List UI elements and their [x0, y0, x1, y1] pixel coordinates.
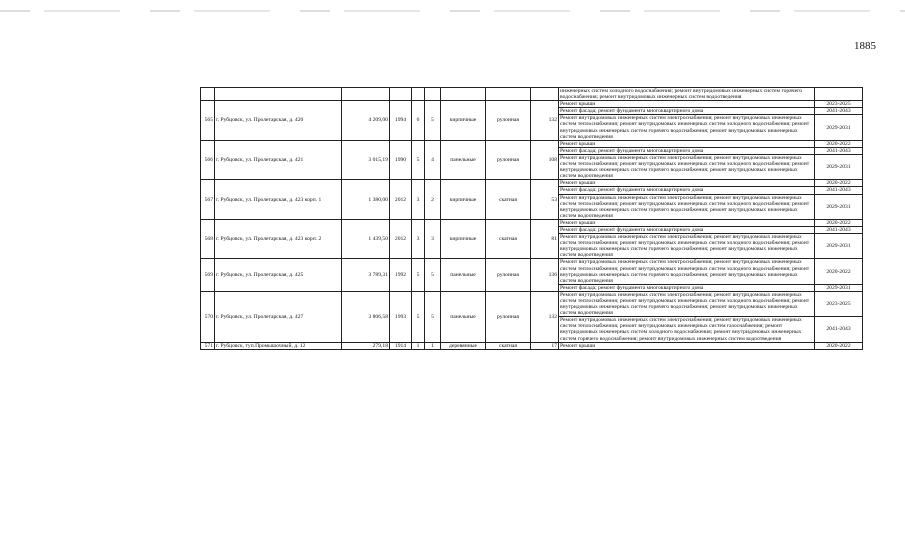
roof-type: рулонная — [486, 291, 531, 342]
work-period: 2041-2043 — [815, 317, 863, 342]
continuation-row — [201, 88, 863, 101]
work-period: 2029-2031 — [815, 115, 863, 140]
roof-type: рулонная — [486, 140, 531, 180]
work-description: Ремонт внутридомовых инженерных систем электроснабжения; ремонт внутридомовых инженерных систем теплоснабжения; ремонт внутридомовых инженерных систем холодного водоснабжения; ремонт внутридомовых инженерных систем горячего водоснабжения; ремонт внутридомовых инженерных систем водоотведения — [559, 291, 815, 316]
resident-count: 108 — [531, 140, 559, 180]
work-period: 2020-2022 — [815, 259, 863, 284]
house-area: 1 380,00 — [342, 180, 390, 220]
house-address: г. Рубцовск, ул. Пролетарская, д. 427 — [215, 291, 342, 342]
floor-count: 5 — [412, 291, 425, 342]
blank-cell — [215, 88, 342, 101]
house-area: 3 806,58 — [342, 291, 390, 342]
wall-material: кирпичные — [441, 180, 486, 220]
work-description: Ремонт фасада; ремонт фундамента многоквартирного дома — [559, 187, 815, 194]
blank-cell — [441, 88, 486, 101]
work-description: Ремонт внутридомовых инженерных систем электроснабжения; ремонт внутридомовых инженерных систем теплоснабжения; ремонт внутридомовых инженерных систем холодного водоснабжения; ремонт внутридомовых инженерных систем горячего водоснабжения; ремонт внутридомовых инженерных систем водоотведения — [559, 194, 815, 219]
house-address: г. Рубцовск, ул. Пролетарская, д. 425 — [215, 259, 342, 291]
entrance-count: 3 — [425, 219, 441, 259]
build-year: 2012 — [390, 180, 412, 220]
work-description: Ремонт фасада; ремонт фундамента многоквартирного дома — [559, 108, 815, 115]
house-number: 566 — [201, 140, 215, 180]
build-year: 1993 — [390, 291, 412, 342]
blank-cell — [390, 88, 412, 101]
floor-count: 3 — [412, 180, 425, 220]
house-area: 3 015,19 — [342, 140, 390, 180]
work-description: Ремонт внутридомовых инженерных систем электроснабжения; ремонт внутридомовых инженерных систем теплоснабжения; ремонт внутридомовых инженерных систем холодного водоснабжения; ремонт внутридомовых инженерных систем горячего водоснабжения; ремонт внутридомовых инженерных систем водоотведения — [559, 115, 815, 140]
blank-cell — [815, 88, 863, 101]
work-description: Ремонт внутридомовых инженерных систем электроснабжения; ремонт внутридомовых инженерных систем теплоснабжения; ремонт внутридомовых инженерных систем газоснабжения; ремонт внутридомовых инженерных систем холодного водоснабжения; ремонт внутридомовых инженерных систем горячего водоснабжения; ремонт внутридомовых инженерных систем водоотведения — [559, 317, 815, 342]
floor-count: 1 — [412, 342, 425, 349]
table-row — [201, 219, 863, 226]
work-description: Ремонт фасада; ремонт фундамента многоквартирного дома — [559, 284, 815, 291]
wall-material: деревянные — [441, 342, 486, 349]
build-year: 2012 — [390, 219, 412, 259]
table-row — [201, 101, 863, 108]
work-description: Ремонт фасада; ремонт фундамента многоквартирного дома — [559, 226, 815, 233]
housing-repair-table — [200, 87, 863, 350]
house-number: 570 — [201, 291, 215, 342]
work-period: 2041-2043 — [815, 226, 863, 233]
wall-material: панельные — [441, 259, 486, 291]
entrance-count: 5 — [425, 101, 441, 141]
resident-count: 132 — [531, 101, 559, 141]
work-period: 2029-2031 — [815, 154, 863, 179]
work-description: Ремонт крыши — [559, 180, 815, 187]
house-area: 3 789,31 — [342, 259, 390, 291]
work-description: Ремонт фасада; ремонт фундамента многоквартирного дома — [559, 147, 815, 154]
blank-cell — [531, 88, 559, 101]
work-description: Ремонт крыши — [559, 342, 815, 349]
work-period: 2029-2031 — [815, 234, 863, 259]
house-address: г. Рубцовск, ул. Пролетарская, д. 421 — [215, 140, 342, 180]
entrance-count: 2 — [425, 180, 441, 220]
resident-count: 17 — [531, 342, 559, 349]
work-period: 2023-2025 — [815, 101, 863, 108]
house-address: г. Рубцовск, ул. Пролетарская, д. 423 корп. 1 — [215, 180, 342, 220]
wall-material: панельные — [441, 140, 486, 180]
work-period: 2041-2043 — [815, 147, 863, 154]
floor-count: 5 — [412, 140, 425, 180]
roof-type: рулонная — [486, 259, 531, 291]
roof-type: рулонная — [486, 101, 531, 141]
work-period: 2020-2022 — [815, 180, 863, 187]
build-year: 1990 — [390, 140, 412, 180]
house-number: 569 — [201, 259, 215, 291]
page-number: 1885 — [854, 40, 876, 52]
entrance-count: 4 — [425, 140, 441, 180]
wall-material: панельные — [441, 291, 486, 342]
house-area: 1 439,50 — [342, 219, 390, 259]
table-row — [201, 140, 863, 147]
house-address: г. Рубцовск, туп.Промышочный, д. 12 — [215, 342, 342, 349]
entrance-count: 5 — [425, 291, 441, 342]
resident-count: 132 — [531, 291, 559, 342]
work-period: 2041-2043 — [815, 108, 863, 115]
resident-count: 81 — [531, 219, 559, 259]
work-description: Ремонт внутридомовых инженерных систем электроснабжения; ремонт внутридомовых инженерных систем теплоснабжения; ремонт внутридомовых инженерных систем холодного водоснабжения; ремонт внутридомовых инженерных систем горячего водоснабжения; ремонт внутридомовых инженерных систем водоотведения — [559, 234, 815, 259]
floor-count: 3 — [412, 219, 425, 259]
house-area: 279,18 — [342, 342, 390, 349]
build-year: 1994 — [390, 101, 412, 141]
wall-material: кирпичные — [441, 101, 486, 141]
resident-count: 136 — [531, 259, 559, 291]
work-period: 2029-2031 — [815, 194, 863, 219]
floor-count: 6 — [412, 101, 425, 141]
table-row — [201, 342, 863, 349]
build-year: 1914 — [390, 342, 412, 349]
work-description: инженерных систем холодного водоснабжения; ремонт внутридомовых инженерных систем горячего водоснабжения; ремонт внутридомовых инженерных систем водоотведения — [559, 88, 815, 101]
work-description: Ремонт внутридомовых инженерных систем электроснабжения; ремонт внутридомовых инженерных систем теплоснабжения; ремонт внутридомовых инженерных систем холодного водоснабжения; ремонт внутридомовых инженерных систем горячего водоснабжения; ремонт внутридомовых инженерных систем водоотведения — [559, 154, 815, 179]
table-row — [201, 180, 863, 187]
entrance-count: 5 — [425, 259, 441, 291]
house-address: г. Рубцовск, ул. Пролетарская, д. 420 — [215, 101, 342, 141]
house-address: г. Рубцовск, ул. Пролетарская, д. 423 корп. 2 — [215, 219, 342, 259]
house-number: 568 — [201, 219, 215, 259]
blank-cell — [342, 88, 390, 101]
blank-cell — [486, 88, 531, 101]
work-period: 2020-2022 — [815, 219, 863, 226]
house-number: 571 — [201, 342, 215, 349]
house-number: 567 — [201, 180, 215, 220]
work-description: Ремонт крыши — [559, 219, 815, 226]
house-number: 565 — [201, 101, 215, 141]
roof-type: скатная — [486, 342, 531, 349]
table-body — [201, 88, 863, 350]
entrance-count: 1 — [425, 342, 441, 349]
blank-cell — [201, 88, 215, 101]
roof-type: скатная — [486, 219, 531, 259]
floor-count: 5 — [412, 259, 425, 291]
work-period: 2023-2025 — [815, 291, 863, 316]
work-description: Ремонт крыши — [559, 101, 815, 108]
house-area: 4 209,00 — [342, 101, 390, 141]
table-row — [201, 259, 863, 284]
work-period: 2029-2031 — [815, 284, 863, 291]
work-description: Ремонт крыши — [559, 140, 815, 147]
scan-top-edge — [0, 10, 905, 12]
blank-cell — [412, 88, 425, 101]
work-period: 2020-2022 — [815, 342, 863, 349]
build-year: 1992 — [390, 259, 412, 291]
work-period: 2020-2022 — [815, 140, 863, 147]
roof-type: скатная — [486, 180, 531, 220]
wall-material: кирпичные — [441, 219, 486, 259]
work-period: 2041-2043 — [815, 187, 863, 194]
work-description: Ремонт внутридомовых инженерных систем электроснабжения; ремонт внутридомовых инженерных систем теплоснабжения; ремонт внутридомовых инженерных систем холодного водоснабжения; ремонт внутридомовых инженерных систем горячего водоснабжения; ремонт внутридомовых инженерных систем водоотведения — [559, 259, 815, 284]
table-row — [201, 291, 863, 316]
resident-count: 53 — [531, 180, 559, 220]
blank-cell — [425, 88, 441, 101]
